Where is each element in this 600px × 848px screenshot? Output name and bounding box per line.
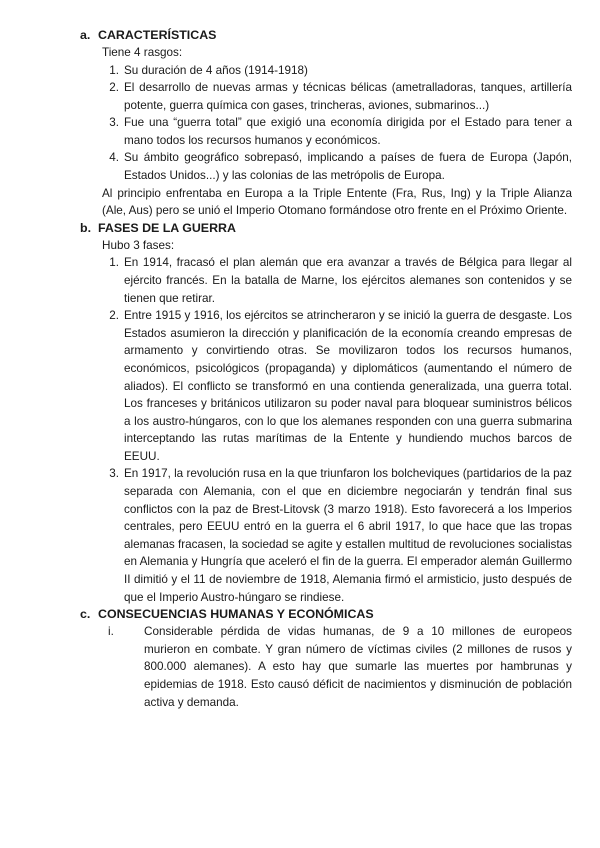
list-item xyxy=(102,114,572,149)
section-c-title: CONSECUENCIAS HUMANAS Y ECONÓMICAS xyxy=(98,607,374,622)
item-number: 1. xyxy=(109,256,119,270)
section-a-list xyxy=(102,62,572,185)
list-item xyxy=(102,79,572,114)
item-text: Su duración de 4 años (1914-1918) xyxy=(124,63,308,77)
item-text: En 1917, la revolución rusa en la que triunfaron los bolcheviques (partidarios de la paz separada con Alemania, con el que en diciembre negociarán y tendrán final sus conflictos con la paz de Brest-Litovsk (3 marzo 1918). Esto favorecerá a los Imperios centrales, pero EEUU entró en la guerra el 6 abril 1917, lo que hace que las tropas alemanas fracasen, la sociedad se agite y estallen multitud de revoluciones socialistas en Alemania y Hungría que aceleró el fin de la guerra. El emperador alemán Guillermo II dimitió y el 11 de noviembre de 1918, Alemania firmó el armisticio, justo después de que el Imperio Austro-húngaro se rindiese. xyxy=(124,467,572,604)
section-a-heading xyxy=(80,27,572,44)
item-text: El desarrollo de nuevas armas y técnicas bélicas (ametralladoras, tanques, artillería potente, guerra química con gases, trincheras, aviones, submarinos...) xyxy=(124,81,572,112)
section-b-letter: b. xyxy=(80,220,92,235)
list-item xyxy=(102,62,572,80)
list-item xyxy=(102,254,572,307)
section-a-intro: Tiene 4 rasgos: xyxy=(102,46,183,59)
item-text: En 1914, fracasó el plan alemán que era avanzar a través de Bélgica para llegar al ejército francés. En la batalla de Marne, los ejércitos alemanes son contenidos y se tienen que retirar. xyxy=(124,256,572,305)
section-a-title: CARACTERÍSTICAS xyxy=(98,28,217,42)
section-a-closing: Al principio enfrentaba en Europa a la Triple Entente (Fra, Rus, Ing) y la Triple Alianza (Ale, Aus) pero se unió el Imperio Otomano formándose otro frente en el Próximo Oriente. xyxy=(102,186,572,218)
item-number: 2. xyxy=(109,309,119,323)
section-a-letter: a. xyxy=(80,28,91,42)
section-b-heading xyxy=(80,220,572,237)
item-number: 4. xyxy=(109,151,119,165)
section-b-intro: Hubo 3 fases: xyxy=(102,238,175,252)
item-number: 3. xyxy=(109,116,119,130)
section-b-list xyxy=(102,254,572,606)
list-item xyxy=(102,623,572,711)
item-text: Considerable pérdida de vidas humanas, de 9 a 10 millones de europeos murieron en combate. Y gran número de víctimas civiles (2 millones de rusos y 800.000 alemanes). A esto hay que sumarle las muertes por hambrunas y epidemias de 1918. Esto causó déficit de nacimientos y disminución de población activa y demanda. xyxy=(144,625,572,709)
list-item xyxy=(102,307,572,465)
section-c-heading xyxy=(80,606,572,623)
item-text: Fue una “guerra total” que exigió una economía dirigida por el Estado para tener a mano todos los recursos humanos y económicos. xyxy=(124,116,572,147)
section-b-title: FASES DE LA GUERRA xyxy=(98,220,236,235)
list-item xyxy=(102,149,572,184)
item-number: 1. xyxy=(109,63,119,77)
list-item xyxy=(102,465,572,606)
section-c-list xyxy=(102,623,572,711)
item-number: 2. xyxy=(109,81,119,95)
item-number: 3. xyxy=(109,467,119,481)
item-number: i. xyxy=(108,625,114,639)
item-text: Entre 1915 y 1916, los ejércitos se atrincheraron y se inició la guerra de desgaste. Los Estados asumieron la dirección y planificación de la economía creando empresas de armamento y convirtiendo otras. Se movilizaron todos los recursos humanos, económicos, psicológicos (propaganda) y diplomáticos (aumentando el número de aliados). El conflicto se transformó en una contienda generalizada, una guerra total. Los franceses y británicos utilizaron su poder naval para bloquear suministros bélicos a los austro-húngaros, con lo que los alemanes responden con una guerra submarina interceptando las rutas marítimas de la Entente y hundiendo muchos barcos de EEUU. xyxy=(124,309,572,463)
section-c-letter: c. xyxy=(80,607,91,622)
item-text: Su ámbito geográfico sobrepasó, implicando a países de fuera de Europa (Japón, Estados Unidos...) y las colonias de las metrópolis de Europa. xyxy=(124,151,572,183)
